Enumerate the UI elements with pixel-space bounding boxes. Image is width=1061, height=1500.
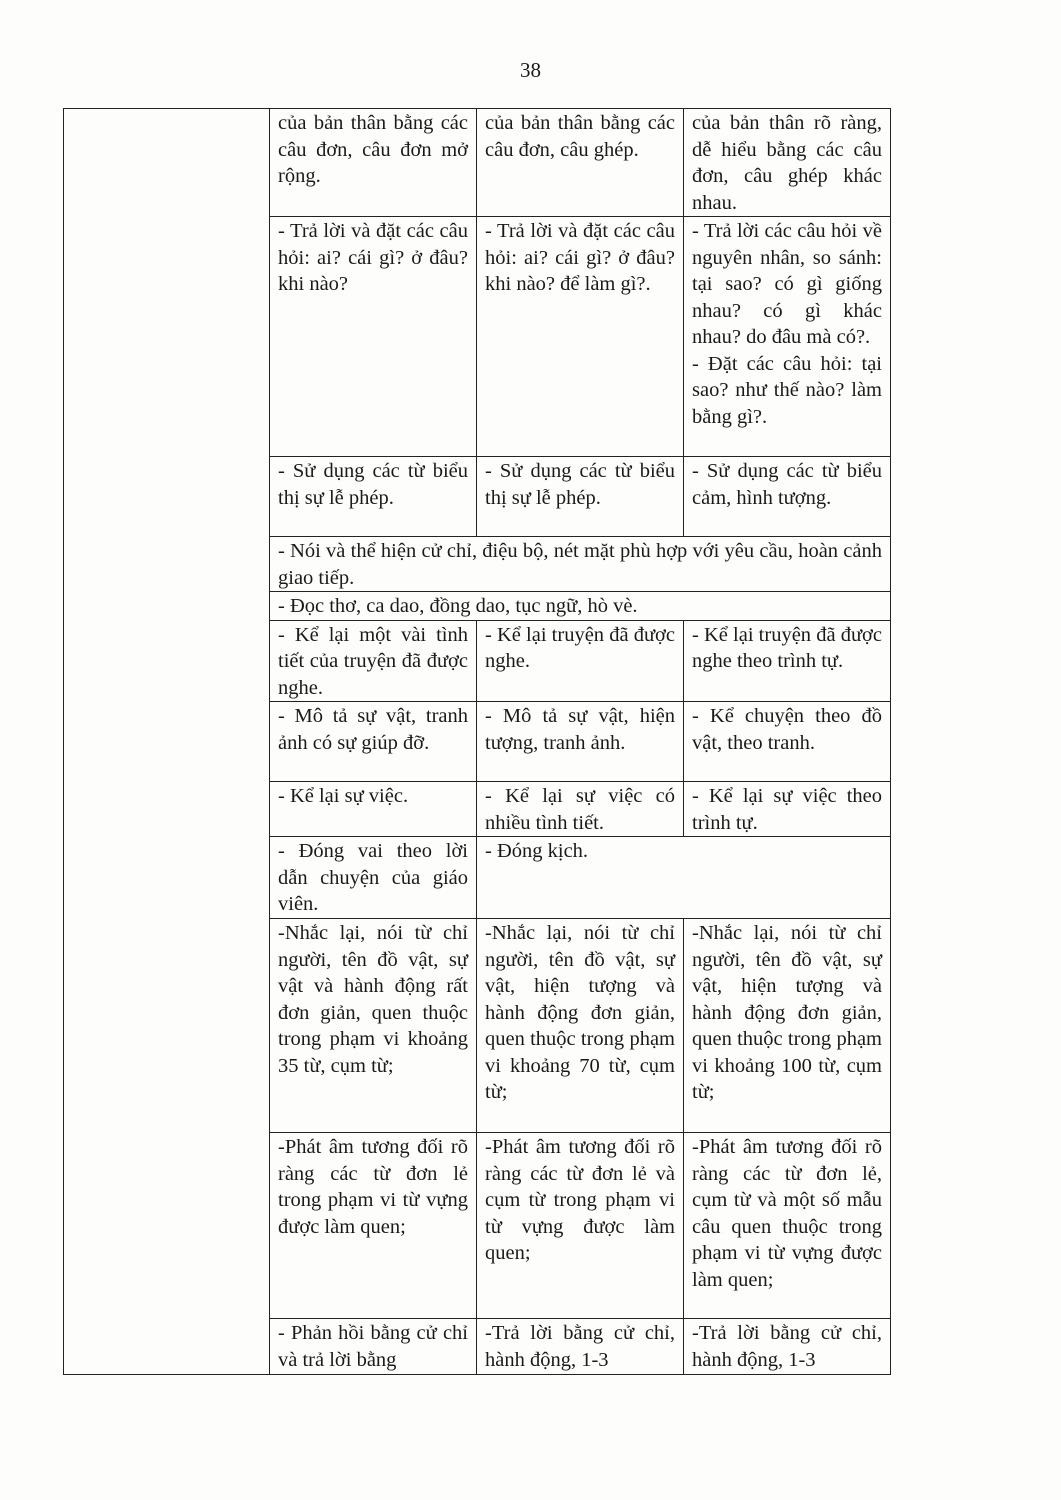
table-cell: -Trả lời bằng cử chỉ, hành động, 1-3 <box>684 1319 891 1375</box>
table-cell: - Sử dụng các từ biểu thị sự lễ phép. <box>270 457 477 537</box>
table-cell: của bản thân rõ ràng, dễ hiểu bằng các câu đơn, câu ghép khác nhau. <box>684 109 891 217</box>
page-number: 38 <box>520 58 541 82</box>
table-cell: - Kể lại truyện đã được nghe theo trình tự. <box>684 620 891 702</box>
table-cell: -Phát âm tương đối rõ ràng các từ đơn lẻ và cụm từ trong phạm vi từ vựng được làm quen; <box>477 1133 684 1319</box>
table-cell: -Nhắc lại, nói từ chỉ người, tên đồ vật, sự vật, hiện tượng và hành động đơn giản, quen thuộc trong phạm vi khoảng 100 từ, cụm từ; <box>684 919 891 1133</box>
table-cell: -Phát âm tương đối rõ ràng các từ đơn lẻ, cụm từ và một số mẫu câu quen thuộc trong phạm vi từ vựng được làm quen; <box>684 1133 891 1319</box>
table-cell: -Nhắc lại, nói từ chỉ người, tên đồ vật, sự vật và hành động rất đơn giản, quen thuộc trong phạm vi khoảng 35 từ, cụm từ; <box>270 919 477 1133</box>
table-cell: - Trả lời và đặt các câu hỏi: ai? cái gì? ở đâu? khi nào? <box>270 217 477 457</box>
table-cell: - Trả lời và đặt các câu hỏi: ai? cái gì? ở đâu? khi nào? để làm gì?. <box>477 217 684 457</box>
merged-cell: - Đọc thơ, ca dao, đồng dao, tục ngữ, hò vè. <box>270 592 891 621</box>
table-cell: - Kể lại sự việc theo trình tự. <box>684 782 891 837</box>
table-cell: -Nhắc lại, nói từ chỉ người, tên đồ vật, sự vật, hiện tượng và hành động đơn giản, quen thuộc trong phạm vi khoảng 70 từ, cụm từ; <box>477 919 684 1133</box>
curriculum-table <box>63 108 891 1375</box>
table-cell: của bản thân bằng các câu đơn, câu ghép. <box>477 109 684 217</box>
table-cell: - Kể lại một vài tình tiết của truyện đã được nghe. <box>270 620 477 702</box>
merged-cell: - Đóng kịch. <box>477 837 891 919</box>
table-cell: -Phát âm tương đối rõ ràng các từ đơn lẻ trong phạm vi từ vựng được làm quen; <box>270 1133 477 1319</box>
table-row <box>64 109 891 217</box>
table-cell: - Kể lại truyện đã được nghe. <box>477 620 684 702</box>
table-cell: - Kể chuyện theo đồ vật, theo tranh. <box>684 702 891 782</box>
table-cell: - Kể lại sự việc có nhiều tình tiết. <box>477 782 684 837</box>
table-cell: - Kể lại sự việc. <box>270 782 477 837</box>
merged-cell: - Nói và thể hiện cử chỉ, điệu bộ, nét mặt phù hợp với yêu cầu, hoàn cảnh giao tiếp. <box>270 537 891 592</box>
table-cell: - Trả lời các câu hỏi về nguyên nhân, so sánh: tại sao? có gì giống nhau? có gì khác nhau? do đâu mà có?. - Đặt các câu hỏi: tại sao? như thế nào? làm bằng gì?. <box>684 217 891 457</box>
table-cell: - Phản hồi bằng cử chỉ và trả lời bằng <box>270 1319 477 1375</box>
table-cell: - Sử dụng các từ biểu thị sự lễ phép. <box>477 457 684 537</box>
table-cell: của bản thân bằng các câu đơn, câu đơn mở rộng. <box>270 109 477 217</box>
table-cell: - Sử dụng các từ biểu cảm, hình tượng. <box>684 457 891 537</box>
table-cell: -Trả lời bằng cử chỉ, hành động, 1-3 <box>477 1319 684 1375</box>
table-cell: - Đóng vai theo lời dẫn chuyện của giáo viên. <box>270 837 477 919</box>
blank-left-column <box>64 109 270 1375</box>
table-cell: - Mô tả sự vật, tranh ảnh có sự giúp đỡ. <box>270 702 477 782</box>
table-cell: - Mô tả sự vật, hiện tượng, tranh ảnh. <box>477 702 684 782</box>
